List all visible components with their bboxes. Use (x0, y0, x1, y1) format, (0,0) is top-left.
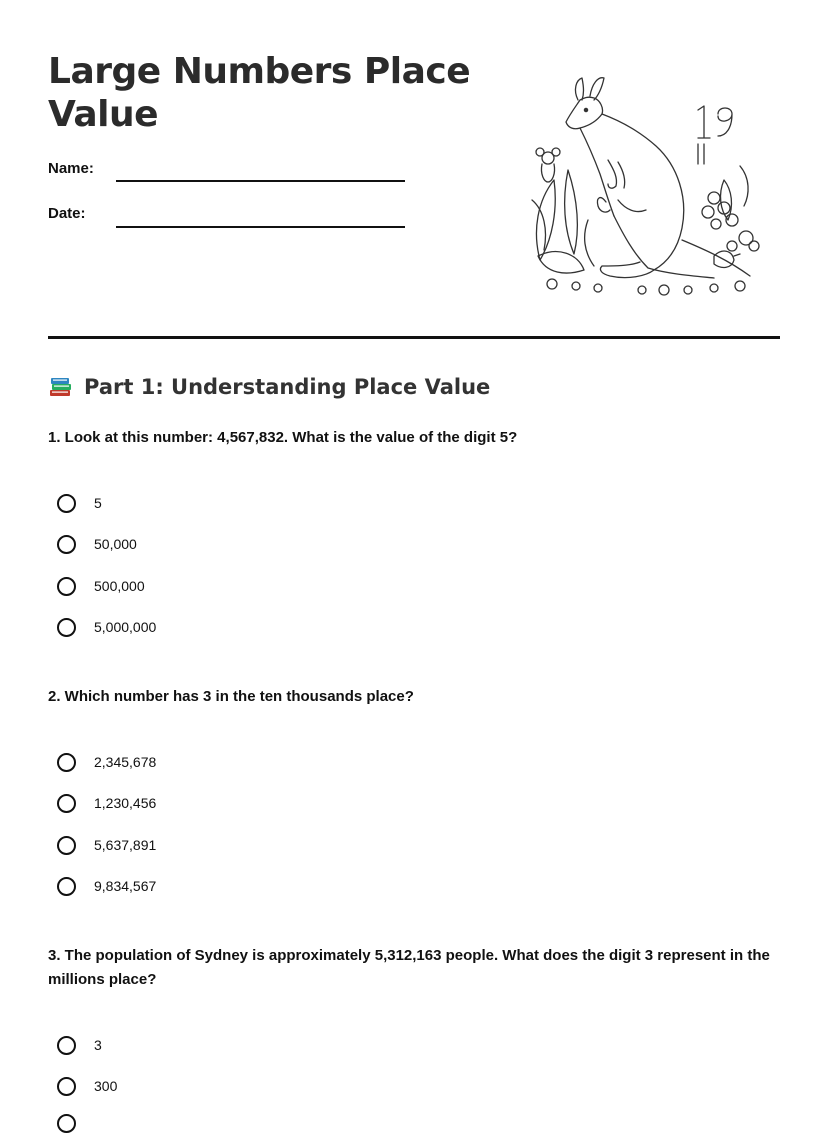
question-2: 2. Which number has 3 in the ten thousands place? (48, 688, 414, 705)
radio-button[interactable] (57, 877, 76, 896)
radio-button[interactable] (57, 535, 76, 554)
option-label: 300 (94, 1078, 118, 1094)
radio-button[interactable] (57, 1036, 76, 1055)
radio-button[interactable] (57, 1114, 76, 1133)
option-label: 50,000 (94, 536, 137, 552)
radio-button[interactable] (57, 753, 76, 772)
q3-option-3-partial[interactable] (57, 1110, 76, 1136)
radio-button[interactable] (57, 577, 76, 596)
part1-heading-text: Part 1: Understanding Place Value (84, 375, 491, 399)
question-3: 3. The population of Sydney is approximately 5,312,163 people. What does the digit 3 represent in the millions place? (48, 947, 770, 988)
option-label: 5,637,891 (94, 837, 157, 853)
radio-button[interactable] (57, 836, 76, 855)
section-divider (48, 336, 780, 339)
q1-option-1[interactable] (57, 490, 102, 516)
q3-option-1[interactable] (57, 1032, 102, 1058)
option-label: 5,000,000 (94, 619, 157, 635)
name-input-line[interactable] (116, 180, 405, 182)
date-input-line[interactable] (116, 226, 405, 228)
option-label: 3 (94, 1037, 102, 1053)
q2-option-2[interactable] (57, 790, 156, 816)
radio-button[interactable] (57, 618, 76, 637)
worksheet-title: Large Numbers Place Value (48, 51, 471, 135)
q2-option-1[interactable] (57, 749, 156, 775)
option-label: 2,345,678 (94, 754, 157, 770)
option-label: 5 (94, 495, 102, 511)
kangaroo-illustration (518, 70, 770, 302)
q1-option-3[interactable] (57, 573, 145, 599)
q1-option-4[interactable] (57, 614, 156, 640)
q2-option-4[interactable] (57, 873, 156, 899)
q1-option-2[interactable] (57, 531, 137, 557)
date-label: Date: (48, 205, 86, 222)
name-label: Name: (48, 160, 94, 177)
q2-option-3[interactable] (57, 832, 156, 858)
option-label: 1,230,456 (94, 795, 157, 811)
question-1: 1. Look at this number: 4,567,832. What is the value of the digit 5? (48, 429, 518, 446)
option-label: 9,834,567 (94, 878, 157, 894)
radio-button[interactable] (57, 794, 76, 813)
books-icon (48, 374, 74, 400)
radio-button[interactable] (57, 1077, 76, 1096)
q3-option-2[interactable] (57, 1073, 117, 1099)
option-label: 500,000 (94, 578, 145, 594)
radio-button[interactable] (57, 494, 76, 513)
part1-heading (48, 374, 490, 400)
